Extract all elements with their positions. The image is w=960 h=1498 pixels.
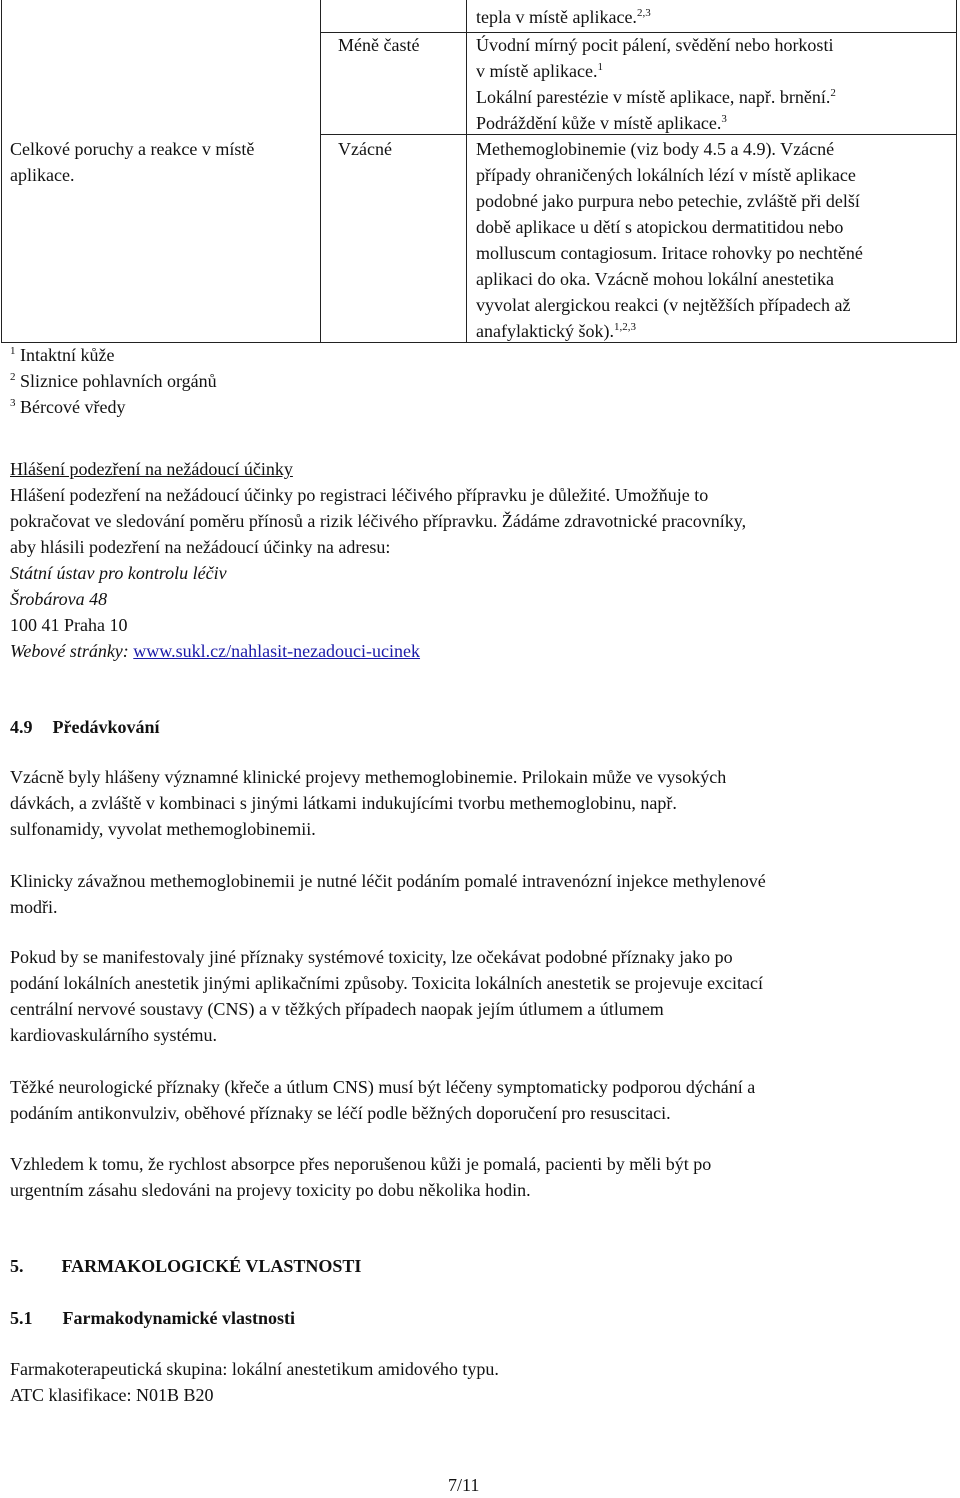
table-divider <box>466 0 467 342</box>
section-5-1-text: Farmakoterapeutická skupina: lokální anestetikum amidového typu. ATC klasifikace: N01B B20 <box>10 1359 499 1405</box>
section-heading-5-1: 5.1 Farmakodynamické vlastnosti <box>10 1308 296 1328</box>
reporting-line: Hlášení podezření na nežádoucí účinky po registraci léčivého přípravku je důležité. Umožňuje to <box>10 485 709 505</box>
frequency-label: Vzácné <box>338 139 392 159</box>
institution-name: Státní ústav pro kontrolu léčiv <box>10 563 227 583</box>
city-address: 100 41 Praha 10 <box>10 615 128 635</box>
reporting-line: pokračovat ve sledování poměru přínosů a rizik léčivého přípravku. Žádáme zdravotnické pracovníky, <box>10 511 747 531</box>
street-address: Šrobárova 48 <box>10 589 108 609</box>
frequency-label: Méně časté <box>338 35 420 55</box>
table-cell-text: Methemoglobinemie (viz body 4.5 a 4.9). Vzácné případy ohraničených lokálních lézí v místě aplikace podobné jako purpura nebo petechie, zvláště při delší době aplikace u dětí s atopickou dermatitidou nebo molluscum contagiosum. Iritace rohovky po nechtěné aplikaci do oka. Vzácně mohou lokální anestetika vyvolat alergickou reakci (v nejtěžších případech až anafylaktický šok).$^{1,2,3}$ <box>476 139 863 341</box>
footnote: $^2$ Sliznice pohlavních orgánů <box>10 371 217 391</box>
table-divider <box>320 0 321 342</box>
footnote: $^1$ Intaktní kůže <box>10 345 115 365</box>
paragraph: Pokud by se manifestovaly jiné příznaky systémové toxicity, lze očekávat podobné příznaky jako po podání lokálních anestetik jinými aplikačními způsoby. Toxicita lokálních anestetik se projevuje excitací centrální nervové soustavy (CNS) a v těžkých případech naopak jejím útlumem a útlumem kardiovaskulárního systému. <box>10 947 764 1045</box>
table-cell-text: Úvodní mírný pocit pálení, svědění nebo horkosti v místě aplikace.$^1$ Lokální parestézie v místě aplikace, např. brnění.$^2$ Podráždění kůže v místě aplikace.$^3$ <box>476 35 836 133</box>
paragraph: Těžké neurologické příznaky (křeče a útlum CNS) musí být léčeny symptomaticky podporou dýchání a podáním antikonvulziv, oběhové příznaky se léčí podle běžných doporučení pro resuscitaci. <box>10 1077 756 1123</box>
footnote: $^3$ Bércové vředy <box>10 397 126 417</box>
web-link[interactable]: www.sukl.cz/nahlasit-nezadouci-ucinek <box>133 641 421 661</box>
paragraph: Vzhledem k tomu, že rychlost absorpce přes neporušenou kůži je pomalá, pacienti by měli být po urgentním zásahu sledováni na projevy toxicity po dobu několika hodin. <box>10 1154 712 1200</box>
category-line: Celkové poruchy a reakce v místě <box>10 139 255 159</box>
paragraph: Klinicky závažnou methemoglobinemii je nutné léčit podáním pomalé intravenózní injekce methylenové modři. <box>10 871 766 917</box>
table-category <box>10 136 254 188</box>
reporting-line: aby hlásili podezření na nežádoucí účinky na adresu: <box>10 537 391 557</box>
adverse-effects-table <box>1 0 957 343</box>
reporting-section <box>10 456 950 664</box>
footnotes <box>10 342 217 420</box>
section-heading-4-9: 4.9 Předávkování <box>10 717 160 737</box>
section-heading-5: 5. FARMAKOLOGICKÉ VLASTNOSTI <box>10 1256 362 1276</box>
reporting-heading: Hlášení podezření na nežádoucí účinky <box>10 459 293 479</box>
paragraph: Vzácně byly hlášeny významné klinické projevy methemoglobinemie. Prilokain může ve vysokých dávkách, a zvláště v kombinaci s jinými látkami indukujícími tvorbu methemoglobinu, např. sulfonamidy, vyvolat methemoglobinemii. <box>10 767 727 839</box>
category-line: aplikace. <box>10 165 75 185</box>
table-cell-text: tepla v místě aplikace.$^{2,3}$ <box>476 7 651 27</box>
web-label: Webové stránky: <box>10 641 134 661</box>
page-number: 7/11 <box>448 1475 480 1495</box>
